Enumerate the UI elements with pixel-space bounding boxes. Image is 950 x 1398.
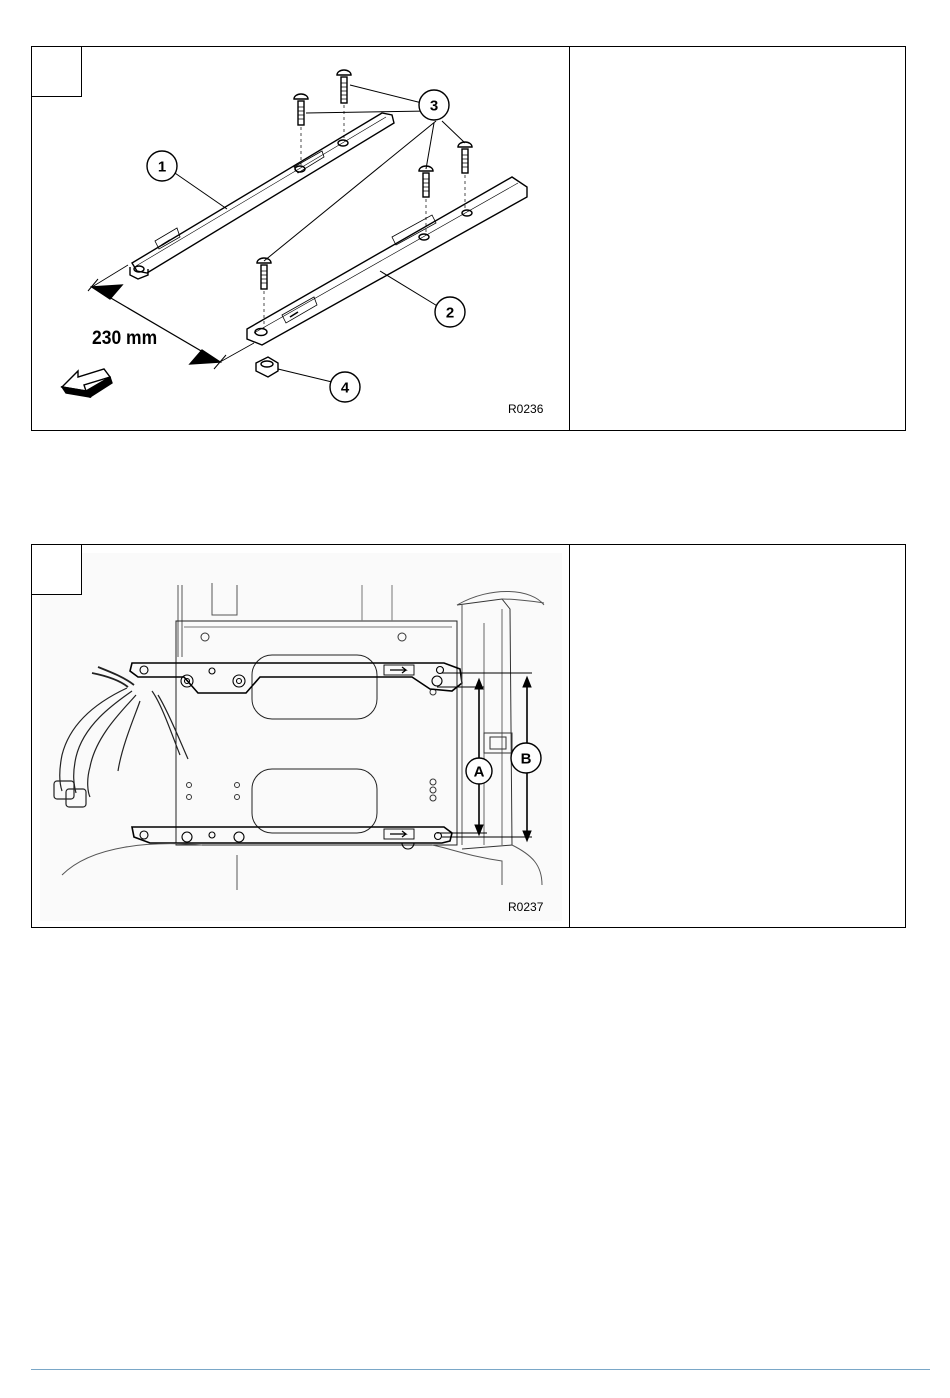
rail-1	[132, 113, 394, 273]
figure-ref-code: R0236	[508, 402, 544, 416]
callout-label-B: B	[520, 750, 532, 768]
instruction-panel-1	[31, 46, 906, 431]
callout-label-2: 2	[445, 304, 455, 322]
callout-label-1: 1	[157, 158, 167, 176]
callout-label-A: A	[473, 763, 485, 781]
figure-rail-spacing	[32, 545, 569, 927]
dimension-label: 230 mm	[92, 328, 158, 349]
rail-spacing-drawing	[32, 545, 569, 927]
figure-rail-mounting	[32, 47, 569, 430]
step-number-box	[31, 544, 82, 595]
step-number-box	[31, 46, 82, 97]
instruction-text-column	[570, 47, 905, 430]
callout-label-4: 4	[340, 379, 350, 397]
footer-rule	[31, 1369, 930, 1370]
figure-ref-code: R0237	[508, 900, 544, 914]
instruction-text-column	[570, 545, 905, 927]
rail-2	[247, 177, 527, 345]
instruction-panel-2	[31, 544, 906, 928]
callout-label-3: 3	[429, 97, 439, 115]
rail-assembly-drawing	[32, 47, 569, 430]
